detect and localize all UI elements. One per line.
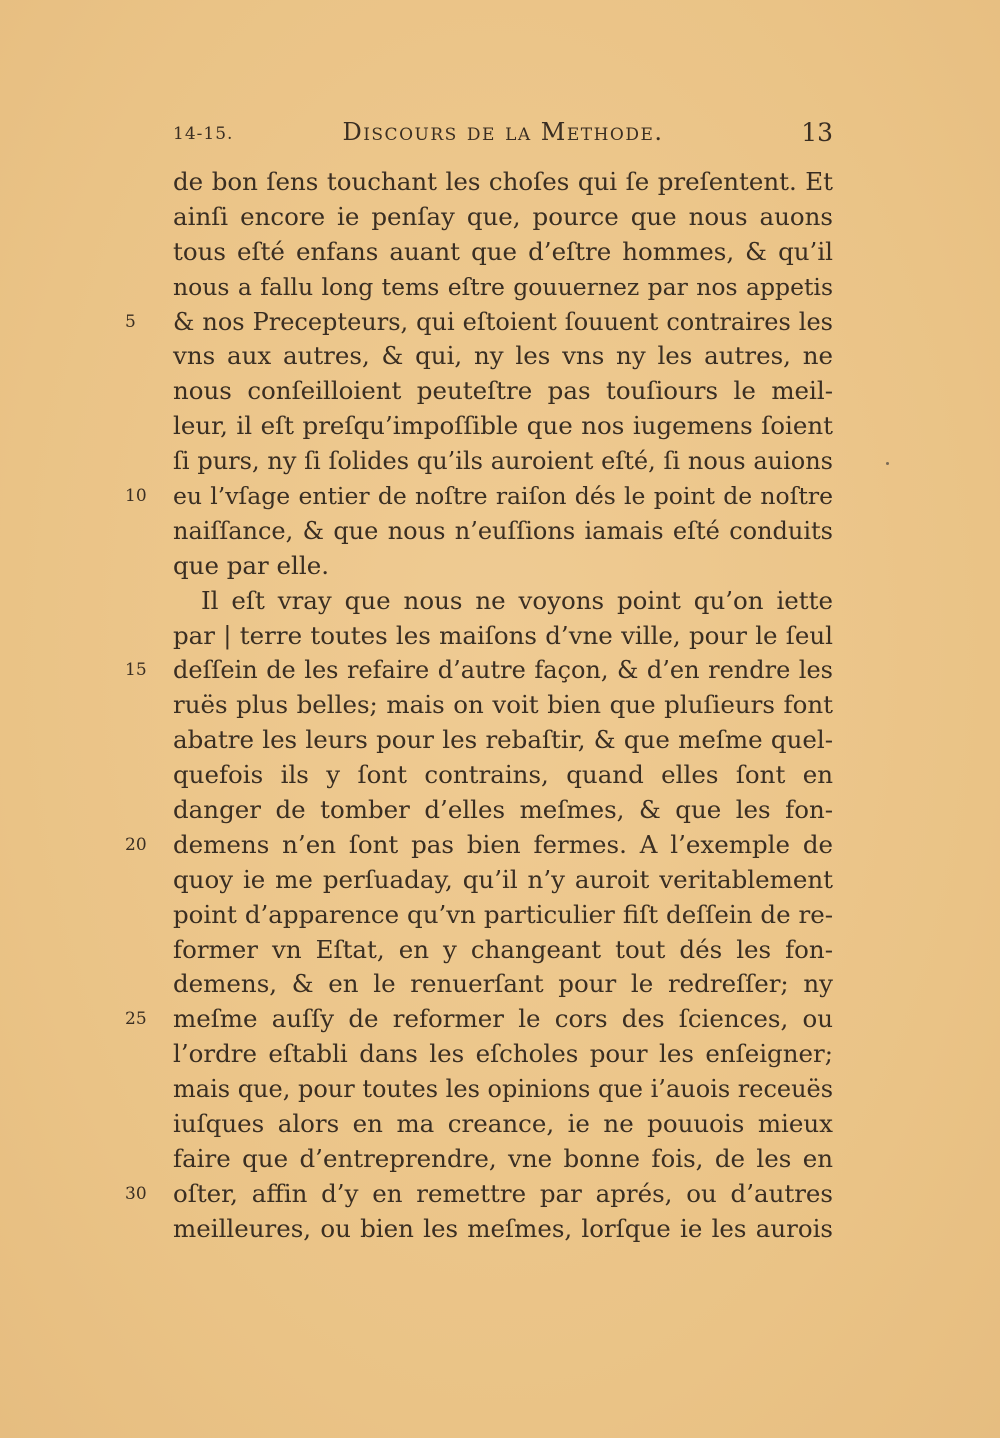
text-line [173, 723, 833, 758]
line-text: abatre les leurs pour les rebaſtir, & que meſme quel- [173, 725, 833, 755]
text-line [125, 828, 833, 863]
text-line [173, 967, 833, 1002]
line-text: demens n’en ſont pas bien fermes. A l’exemple de [173, 829, 833, 859]
line-text: former vn Eſtat, en y changeant tout dés les fon- [173, 934, 833, 964]
line-number: 10 [125, 486, 147, 507]
line-text: ſi purs, ny ſi ſolides qu’ils auroient eſté, ſi nous auions [173, 447, 833, 476]
line-text: demens, & en le renuerſant pour le redreſſer; ny [173, 969, 833, 999]
line-number: 15 [125, 660, 147, 681]
text-line [173, 1142, 833, 1177]
text-line [173, 898, 833, 933]
text-line [173, 514, 833, 549]
text-line [173, 549, 833, 584]
text-line [173, 1037, 833, 1072]
text-line [125, 1002, 833, 1037]
text-line [173, 584, 833, 619]
line-text: nous conſeilloient peuteſtre pas touſiours le meil- [173, 376, 833, 406]
line-text: & nos Precepteurs, qui eſtoient ſouuent contraires les [173, 307, 833, 336]
line-text: vns aux autres, & qui, ny les vns ny les autres, ne [173, 341, 833, 371]
line-text: tous eſté enfans auant que d’eſtre hommes, & qu’il [173, 236, 833, 266]
line-text: par | terre toutes les maiſons d’vne ville, pour le ſeul [173, 620, 833, 650]
line-text: deſſein de les refaire d’autre façon, & d’en rendre les [173, 656, 833, 685]
line-text: l’ordre eſtabli dans les eſcholes pour les enſeigner; [173, 1039, 833, 1069]
text-line [173, 339, 833, 374]
line-text: de bon ſens touchant les choſes qui ſe preſentent. Et [173, 167, 833, 196]
line-text: oſter, affin d’y en remettre par aprés, ou d’autres [173, 1178, 833, 1208]
page-range: 14-15. [173, 124, 234, 144]
text-line [173, 863, 833, 898]
line-text: eu l’vſage entier de noſtre raiſon dés le point de noſtre [173, 482, 833, 511]
line-number: 5 [125, 311, 136, 332]
line-text: que par elle. [173, 550, 329, 580]
line-text: faire que d’entreprendre, vne bonne fois, de les en [173, 1143, 833, 1173]
text-line [173, 1212, 833, 1247]
line-text: naiſſance, & que nous n’euſſions iamais eſté conduits [173, 516, 833, 545]
line-text: leur, il eſt preſqu’impoſſible que nos iugemens ſoient [173, 411, 833, 441]
paper-speck [886, 462, 889, 465]
line-text: nous a fallu long tems eſtre gouuernez par nos appetis [173, 272, 833, 301]
line-text: Il eſt vray que nous ne voyons point qu’on iette [201, 585, 833, 615]
line-text: quoy ie me perſuaday, qu’il n’y auroit veritablement [173, 864, 833, 894]
text-line [173, 933, 833, 968]
line-number: 25 [125, 1009, 147, 1030]
text-line [125, 653, 833, 688]
line-text: iuſques alors en ma creance, ie ne pouuois mieux [173, 1109, 833, 1139]
text-line [173, 1072, 833, 1107]
line-text: danger de tomber d’elles meſmes, & que les fon- [173, 795, 833, 825]
text-line [173, 270, 833, 305]
line-text: ruës plus belles; mais on voit bien que pluſieurs font [173, 690, 833, 720]
line-number: 20 [125, 834, 147, 855]
text-line [173, 235, 833, 270]
line-number: 30 [125, 1183, 147, 1204]
text-line [125, 479, 833, 514]
line-text: mais que, pour toutes les opinions que i’auois receuës [173, 1075, 834, 1104]
page-number: 13 [801, 118, 833, 147]
text-line [173, 200, 833, 235]
text-line [125, 305, 833, 340]
text-line [173, 409, 833, 444]
line-text: quefois ils y ſont contrains, quand elles ſont en [173, 760, 833, 790]
body-text [125, 165, 834, 1247]
text-line [173, 1107, 833, 1142]
line-text: meſme auſſy de reformer le cors des ſciences, ou [173, 1004, 833, 1034]
text-line [173, 688, 833, 723]
text-line [173, 619, 833, 654]
text-line [173, 165, 833, 200]
running-head [173, 118, 833, 152]
line-text: meilleures, ou bien les meſmes, lorſque ie les aurois [173, 1213, 833, 1243]
text-line [173, 793, 833, 828]
text-line [173, 374, 833, 409]
running-title: Discours de la Methode. [342, 118, 664, 146]
line-text: point d’apparence qu’vn particulier fiſt deſſein de re- [173, 899, 833, 929]
text-line [125, 1177, 833, 1212]
text-line [173, 758, 833, 793]
text-line [173, 444, 833, 479]
line-text: ainſi encore ie penſay que, pource que nous auons [173, 201, 833, 231]
